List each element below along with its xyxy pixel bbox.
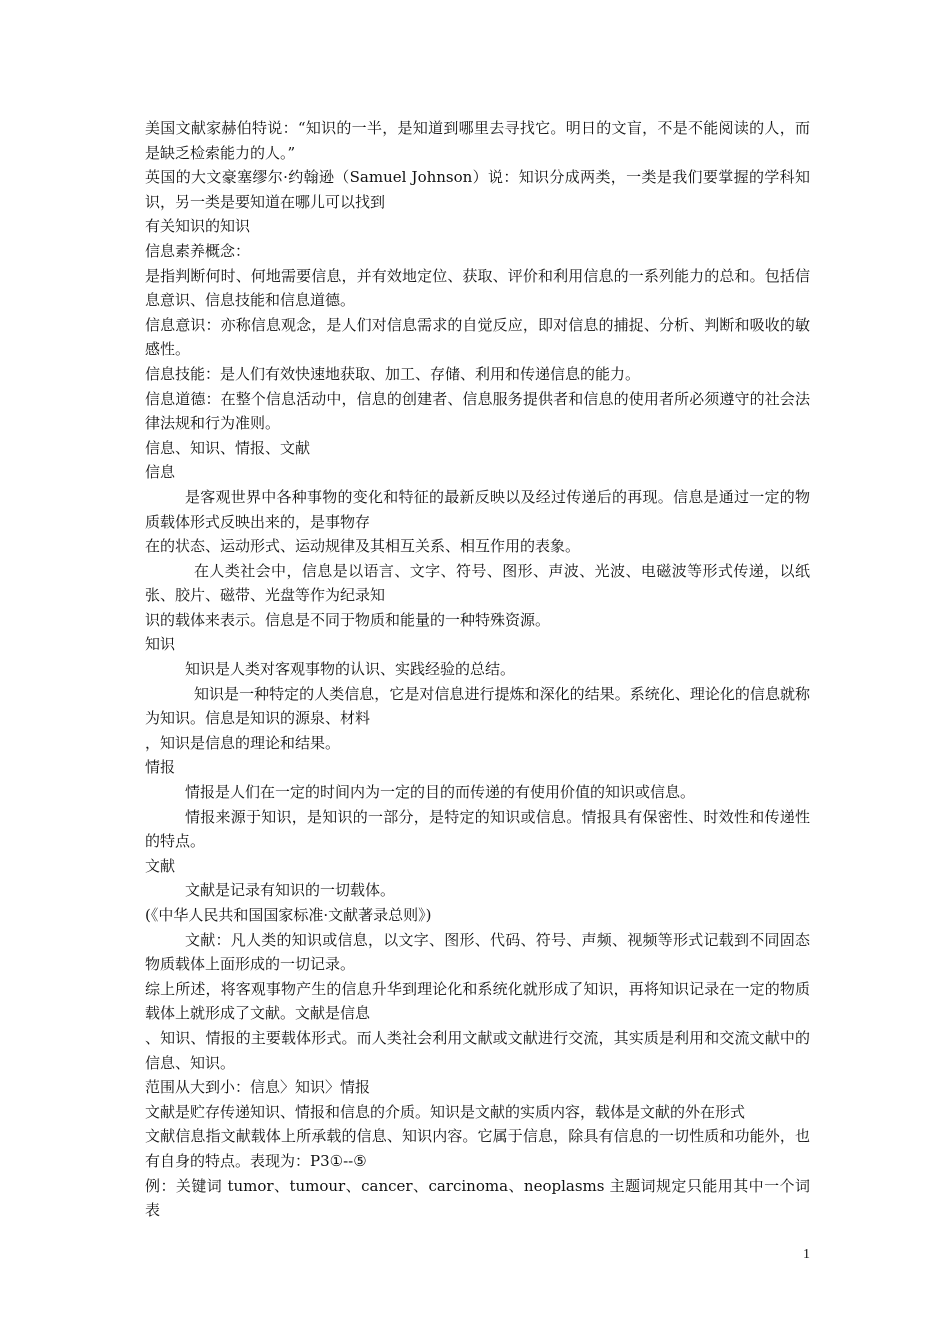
- info-literacy-definition: 是指判断何时、何地需要信息，并有效地定位、获取、评价和利用信息的一系列能力的总和。包括信息意识、信息技能和信息道德。: [145, 266, 810, 310]
- scope-order: 范围从大到小：信息〉知识〉情报: [145, 1078, 371, 1097]
- page-number: 1: [803, 1247, 810, 1262]
- knowledge-paragraph-1: 知识是人类对客观事物的认识、实践经验的总结。: [185, 660, 516, 679]
- literature-medium: 文献是贮存传递知识、情报和信息的介质。知识是文献的实质内容，载体是文献的外在形式: [145, 1102, 746, 1121]
- document-body: [145, 116, 810, 1223]
- heading-four-concepts: 信息、知识、情报、文献: [145, 438, 311, 457]
- info-skills-definition: 信息技能：是人们有效快速地获取、加工、存储、利用和传递信息的能力。: [145, 364, 641, 383]
- summary-paragraph: 综上所述，将客观事物产生的信息升华到理论化和系统化就形成了知识，再将知识记录在一定的物质载体上就形成了文献。文献是信息: [145, 979, 810, 1023]
- information-paragraph-1-cont: 在的状态、运动形式、运动规律及其相互关系、相互作用的表象。: [145, 537, 581, 556]
- literature-paragraph-2: 文献：凡人类的知识或信息，以文字、图形、代码、符号、声频、视频等形式记载到不同固态物质载体上面形成的一切记录。: [145, 930, 810, 974]
- info-awareness-definition: 信息意识：亦称信息观念，是人们对信息需求的自觉反应，即对信息的捕捉、分析、判断和吸收的敏感性。: [145, 315, 810, 359]
- information-paragraph-2-cont: 识的载体来表示。信息是不同于物质和能量的一种特殊资源。: [145, 610, 551, 629]
- knowledge-paragraph-2: 知识是一种特定的人类信息，它是对信息进行提炼和深化的结果。系统化、理论化的信息就称为知识。信息是知识的源泉、材料: [145, 684, 810, 728]
- quote-herbert: 美国文献家赫伯特说：“知识的一半，是知道到哪里去寻找它。明日的文盲，不是不能阅读的人，而是缺乏检索能力的人。”: [145, 119, 810, 162]
- quote-johnson: 英国的大文豪塞缪尔·约翰逊（Samuel Johnson）说：知识分成两类，一类是我们要掌握的学科知识，另一类是要知道在哪儿可以找到: [145, 168, 810, 211]
- literature-standard-citation: (《中华人民共和国国家标准·文献著录总则》): [145, 906, 432, 924]
- knowledge-paragraph-2-cont: ，知识是信息的理论和结果。: [145, 733, 341, 752]
- information-paragraph-2: 在人类社会中，信息是以语言、文字、符号、图形、声波、光波、电磁波等形式传递，以纸张、胶片、磁带、光盘等作为纪录知: [145, 561, 810, 605]
- heading-literature: 文献: [145, 856, 176, 875]
- heading-info-literacy: 信息素养概念：: [145, 241, 251, 260]
- literature-information-definition: 文献信息指文献载体上所承载的信息、知识内容。它属于信息，除具有信息的一切性质和功能外，也有自身的特点。表现为：P3①--⑤: [145, 1127, 810, 1170]
- intelligence-paragraph-1: 情报是人们在一定的时间内为一定的目的而传递的有使用价值的知识或信息。: [185, 783, 696, 802]
- intelligence-paragraph-2: 情报来源于知识，是知识的一部分，是特定的知识或信息。情报具有保密性、时效性和传递性的特点。: [145, 807, 810, 851]
- literature-paragraph-1: 文献是记录有知识的一切载体。: [185, 881, 396, 900]
- heading-information: 信息: [145, 463, 176, 482]
- summary-paragraph-cont: 、知识、情报的主要载体形式。而人类社会利用文献或文献进行交流，其实质是利用和交流文献中的信息、知识。: [145, 1028, 810, 1072]
- information-paragraph-1: 是客观世界中各种事物的变化和特征的最新反映以及经过传递后的再现。信息是通过一定的物质载体形式反映出来的，是事物存: [145, 487, 810, 531]
- heading-intelligence: 情报: [145, 758, 176, 777]
- quote-johnson-cont: 有关知识的知识: [145, 217, 251, 236]
- heading-knowledge: 知识: [145, 635, 176, 654]
- info-ethics-definition: 信息道德：在整个信息活动中，信息的创建者、信息服务提供者和信息的使用者所必须遵守的社会法律法规和行为准则。: [145, 389, 810, 433]
- keyword-example: 例：关键词 tumor、tumour、cancer、carcinoma、neoplasms 主题词规定只能用其中一个词表: [145, 1176, 810, 1220]
